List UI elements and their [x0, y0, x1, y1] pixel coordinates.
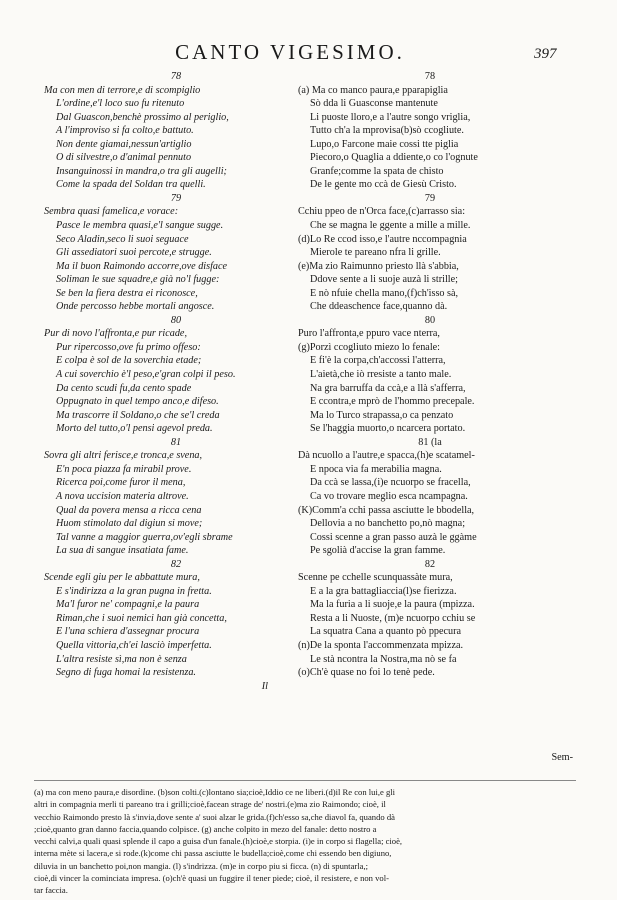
verse-line: A l'improviso si fa colto,e battuto. — [56, 125, 194, 137]
verse-line: Sovra gli altri ferisce,e tronca,e svena, — [44, 450, 203, 462]
verse-line: Tal vanne a maggior guerra,ov'egli sbrame — [56, 531, 233, 543]
verse-line: Oppugnato in quel tempo anco,e difeso. — [56, 396, 219, 408]
verse-line: (K)Comm'a cchi passa asciutte le bbodella, — [298, 504, 475, 516]
stanza-number: 81 — [170, 436, 182, 448]
footnote-line: altri in compagnia merli ti pareano tra i grilli;cioè,facean strage de' nostri.(e)ma zio Raimondo; cioè, il — [34, 799, 386, 810]
verse-line: E colpa è sol de la soverchia etade; — [56, 355, 202, 367]
verse-line: Quella vittoria,ch'ei lasciò imperfetta. — [56, 639, 212, 651]
verse-line: Sembra quasi famelica,e vorace: — [44, 206, 179, 218]
verse-line: Riman,che i suoi nemici han già concetta, — [56, 612, 227, 624]
neapolitan-verse-column — [298, 70, 562, 680]
verse-line: Se ben la fiera destra ei riconosce, — [56, 287, 198, 299]
verse-line: Ma la furia a li suoje,e la paura (mpizza. — [310, 599, 475, 611]
stanza-number: 78 — [170, 71, 182, 82]
verse-line: Li puoste lloro,e a l'autre songo vriglia, — [310, 111, 471, 123]
footnotes — [34, 786, 574, 897]
stanza-number: 82 — [170, 558, 182, 570]
verse-line: Ma con men di terrore,e di scompiglio — [44, 84, 201, 96]
verse-line: Ma lo Turco strapassa,o ca penzato — [310, 409, 454, 421]
footnote-divider — [34, 780, 576, 781]
verse-line: Che se magna le ggente a mille a mille. — [310, 220, 471, 232]
stanza-number: 80 — [424, 314, 436, 326]
verse-line: L'ordine,e'l loco suo fu ritenuto — [56, 98, 185, 110]
catchword: Il — [261, 680, 268, 692]
verse-line: A nova uccision materia altrove. — [56, 490, 189, 502]
verse-line: L'altra resiste sì,ma non è senza — [56, 653, 187, 665]
page-number: 397 — [534, 46, 557, 62]
verse-line: E nò nfuie chella mano,(f)ch'isso sà, — [310, 287, 459, 299]
verse-line: Onde percosso hebbe mortali angosce. — [56, 301, 215, 313]
verse-line: Ma il buon Raimondo accorre,ove disface — [56, 260, 228, 272]
verse-line: Ricerca poi,come furor il mena, — [56, 477, 186, 489]
footnote-line: diluvia in un banchetto poi,non mangia. (l) s'indrizza. (m)e in corpo piu si ficca. (n) di spuntarla,; — [34, 860, 368, 871]
verse-line: O di silvestre,o d'animal pennuto — [56, 152, 192, 164]
verse-line: Gli assediatori suoi percote,e strugge. — [56, 247, 212, 259]
column-gutter — [287, 70, 288, 760]
verse-line: Ca vo trovare meglio esca ncampagna. — [310, 490, 468, 502]
stanza-number: 82 — [424, 558, 436, 570]
verse-line: Da cento scudi fu,da cento spade — [56, 382, 192, 394]
verse-line: Lupo,o Farcone maie cossi tte piglia — [310, 138, 459, 150]
verse-line: Na gra barruffa da ccà,e a llà s'afferra, — [310, 382, 466, 394]
footnote-line: cioè,di vincer la cominciata impresa. (o)ch'è quasi un fuggire il tener piede; cioè, il resistere, e non vol- — [34, 873, 389, 884]
verse-line: E ccontra,e mprò de l'hommo precepale. — [310, 396, 475, 408]
footnote-line: tar faccia. — [34, 885, 68, 896]
verse-line: (e)Ma zio Raimunno priesto llà s'abbia, — [298, 260, 459, 272]
verse-line: Da ccà se lassa,(i)e ncuorpo se fracella, — [310, 477, 471, 489]
verse-line: Pur ripercosso,ove fu primo offeso: — [56, 341, 201, 353]
verse-line: Sò dda li Guasconse mantenute — [310, 98, 438, 110]
verse-line: Morto del tutto,o'l pensi agevol preda. — [56, 423, 213, 435]
verse-line: Se l'haggia muorto,o ncarcera portato. — [310, 423, 466, 435]
verse-line: (g)Porzì ccogliuto miezo lo fenale: — [298, 341, 441, 353]
verse-line: Tutto ch'a la mprovisa(b)sò ccogliute. — [310, 125, 464, 137]
stanza-number: 80 — [170, 314, 182, 326]
verse-line: Huom stimolato dal digiun si move; — [56, 518, 203, 530]
footnote-line: vecchio Raimondo presto là s'invia,dove sente a' suoi alzar le grida.(f)ch'esso sa,che diavol fa, quando dà — [34, 811, 395, 822]
verse-line: De le gente mo ccà de Giesù Cristo. — [310, 179, 457, 191]
verse-line: Le stà ncontra la Nostra,ma nò se fa — [310, 653, 457, 665]
verse-line: (d)Lo Re ccod isso,e l'autre nccompagnia — [298, 233, 467, 245]
verse-line: Scenne pe cchelle scunquassàte mura, — [298, 572, 453, 584]
verse-line: Cossi scenne a gran passo auzà le ggàme — [310, 531, 477, 543]
footnote-line: interna mète si lacera,e si rode.(k)come chi passa asciutte le budella;cioè,come chi essendo ben digiuno, — [34, 848, 392, 859]
catchword: Sem- — [551, 752, 573, 763]
verse-line: Come la spada del Soldan tra quelli. — [56, 179, 206, 191]
verse-line: E npoca via fa merabilia magna. — [310, 463, 442, 475]
footnote-line: vecchi calvi,a quali quasi splende il capo a guisa d'un fanale.(h)cioè,e storpia. (i)e in corpo si flagella; cioè, — [34, 836, 403, 847]
verse-line: Qual da povera mensa a ricca cena — [56, 504, 202, 516]
verse-line: A cui soverchio è'l peso,e'gran colpi il peso. — [56, 369, 236, 381]
verse-line: La sua di sangue insatiata fame. — [56, 545, 189, 557]
verse-line: Piecoro,o Quaglia a ddiente,o co l'ognute — [310, 152, 478, 164]
italian-verse-column — [44, 70, 308, 693]
verse-line: Dal Guascon,benchè prossimo al periglio, — [56, 111, 229, 123]
verse-line: Soliman le sue squadre,e già no'l fugge: — [56, 274, 220, 286]
verse-line: Insanguinossi in mandra,o tra gli augelli; — [56, 165, 227, 177]
stanza-number: 79 — [170, 192, 182, 204]
verse-line: Ma'l furor ne' compagni,e la paura — [56, 599, 200, 611]
verse-line: E s'indirizza a la gran pugna in fretta. — [56, 585, 212, 597]
running-title: CANTO VIGESIMO. — [175, 40, 405, 64]
verse-line: E l'una schiera d'assegnar procura — [56, 626, 200, 638]
verse-line: E a la gra battagliaccia(l)se fierizza. — [310, 585, 457, 597]
verse-line: Scende egli giu per le abbattute mura, — [44, 572, 200, 584]
verse-line: Seco Aladin,seco li suoi seguace — [56, 233, 189, 245]
verse-line: Segno di fuga homai la resistenza. — [56, 667, 196, 679]
verse-line: La squatra Cana a quanto pò ppecura — [310, 626, 462, 638]
verse-line: E'n poca piazza fa mirabil prove. — [56, 463, 192, 475]
verse-line: E fi'è la corpa,ch'accossi l'atterra, — [310, 355, 446, 367]
verse-line: Non dente giamai,nessun'artiglio — [56, 138, 192, 150]
verse-line: (o)Ch'è quase no foi lo tenè pede. — [298, 667, 435, 679]
verse-line: Pur di novo l'affronta,e pur ricade, — [44, 328, 187, 340]
verse-line: Ddove sente a li suoje auzà li strille; — [310, 274, 458, 286]
verse-line: Mierole te pareano nfra li grille. — [310, 247, 441, 259]
verse-line: Dà ncuollo a l'autre,e spacca,(h)e scatamel- — [298, 450, 475, 462]
stanza-number: 78 — [424, 71, 436, 82]
stanza-number: 79 — [424, 192, 436, 204]
verse-line: Puro l'affronta,e ppuro vace nterra, — [298, 328, 440, 340]
verse-line: Cchiu ppeo de n'Orca face,(c)arrasso sia: — [298, 206, 466, 218]
footnote-line: (a) ma con meno paura,e disordine. (b)son colti.(c)lontano sia;cioè,Iddio ce ne liberi.(d)il Re con lui,e gli — [34, 787, 396, 797]
verse-line: Pasce le membra quasi,e'l sangue sugge. — [56, 220, 224, 232]
page-header — [0, 40, 617, 70]
verse-line: (a) Ma co manco paura,e pparapiglia — [298, 84, 448, 96]
verse-line: Dellovia a no banchetto po,nò magna; — [310, 518, 466, 530]
verse-line: Granfe;comme la spata de chisto — [310, 165, 444, 177]
verse-line: Resta a li Nuoste, (m)e ncuorpo cchiu se — [310, 612, 476, 624]
verse-line: L'aietà,che iò rresiste a tanto male. — [310, 369, 452, 381]
verse-line: (n)De la sponta l'accommenzata mpizza. — [298, 639, 464, 651]
verse-line: Che ddeaschence face,quanno dà. — [310, 301, 448, 313]
verse-line: Ma trascorre il Soldano,o che se'l creda — [56, 409, 220, 421]
footnote-line: ;cioè,quanto gran danno faccia,quando colpisce. (g) anche colpito in mezo del fanale: detto nostro a — [34, 823, 377, 834]
verse-line: Pe sgolià d'accise la gran famme. — [310, 545, 446, 557]
stanza-number: 81 (la — [418, 436, 442, 448]
